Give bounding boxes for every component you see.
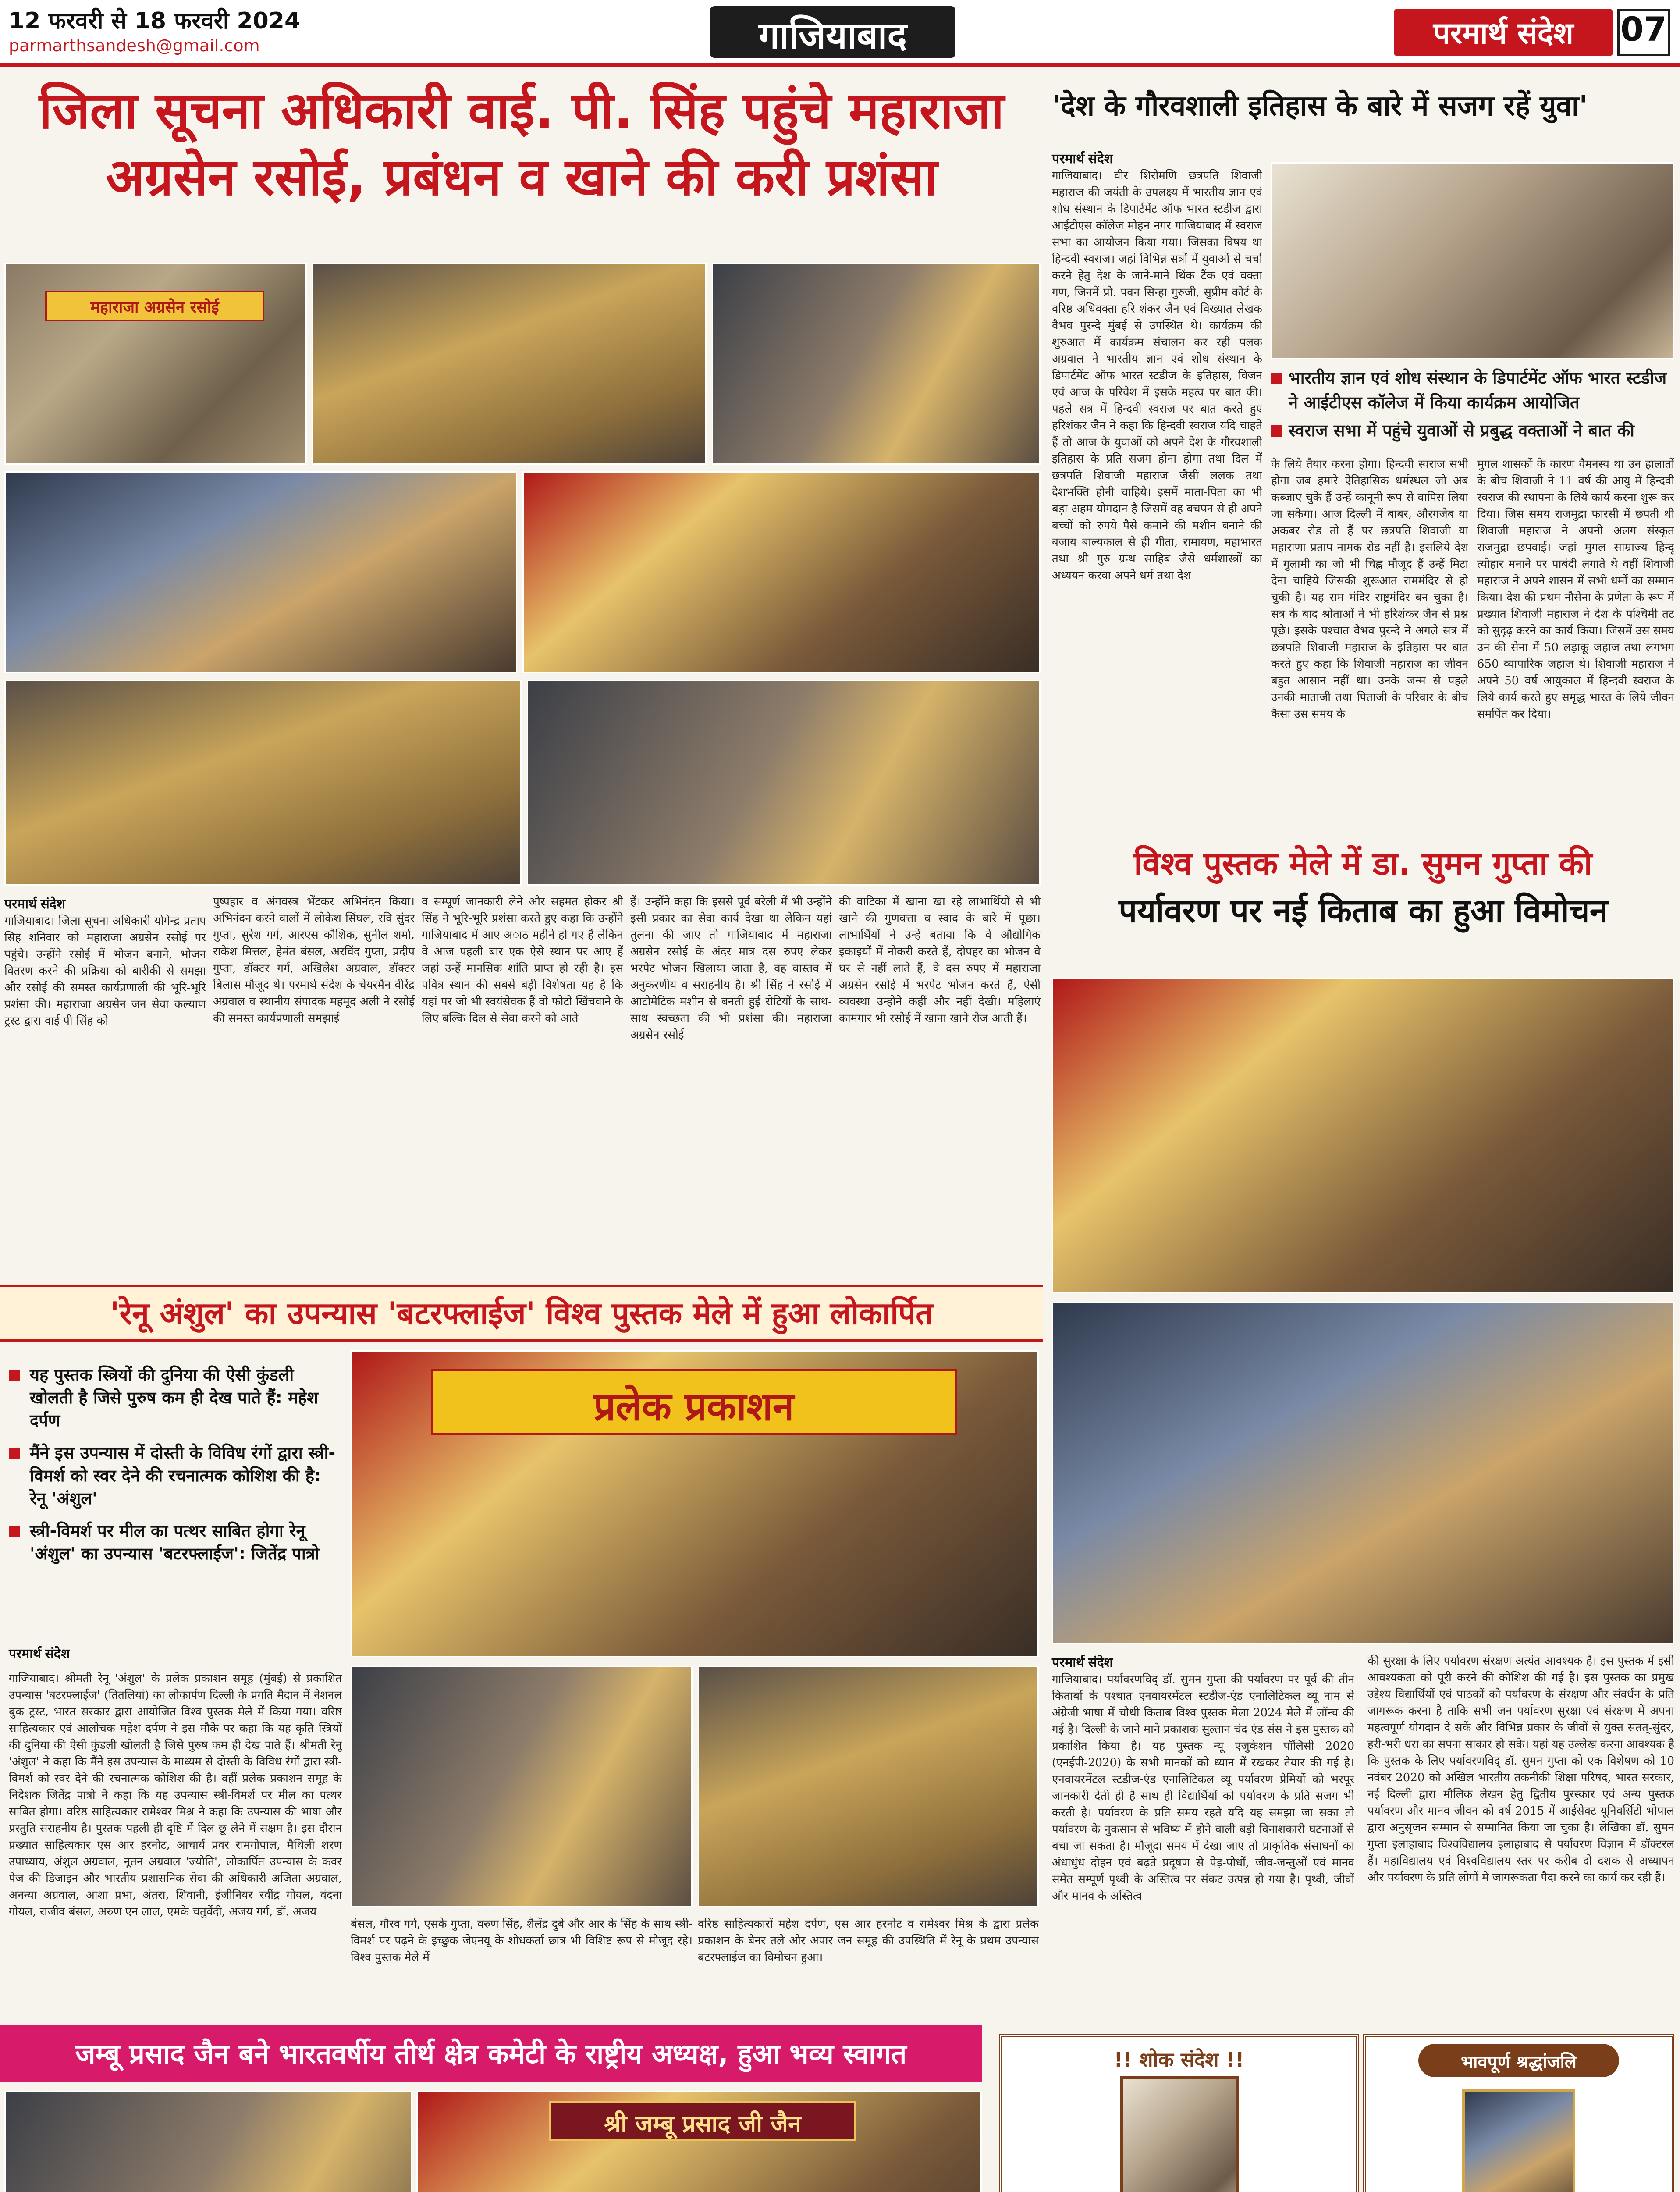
tribute-portrait [1462, 2089, 1575, 2192]
novel-col-3: वरिष्ठ साहित्यकारों महेश दर्पण, एस आर हरनोट व रामेश्वर मिश्र के द्वारा प्रलेक प्रकाशन के बैनर तले और अपार जन समूह की उपस्थिति में रेनू के प्रथम उपन्यास बटरफ्लाईज का विमोचन हुआ। [698, 1918, 1039, 1964]
novel-headline: 'रेनू अंशुल' का उपन्यास 'बटरफ्लाईज' विश्व पुस्तक मेले में हुआ लोकार्पित [110, 1295, 933, 1331]
photo-jain-stage [416, 2091, 982, 2192]
history-headline: 'देश के गौरवशाली इतिहास के बारे में सजग रहें युवा' [1052, 90, 1588, 122]
lead-col-5: की वाटिका में खाना खा रहे लाभार्थियों से भी खाने की गुणवत्ता व स्वाद के बारे में पूछा। लाभार्थियों ने उन्हें बताया कि वे औद्योगिक इकाइयों में नौकरी करते हैं, दोपहर का भोजन वे घर से नहीं लाते हैं, वे दस रुपए में महाराजा अग्रसेन रसोई में भरपेट भोजन करते हैं, ऐसी व्यवस्था उन्होंने कहीं और नहीं देखी। महिलाएं कामगार भी रसोई में खाना खाने रोज आती हैं। [839, 895, 1041, 1025]
rasoi-sign-text: महाराजा अग्रसेन रसोई [90, 299, 219, 317]
lead-col-3: व सम्पूर्ण जानकारी लेने और सहमत होकर श्री सिंह ने भूरि-भूरि प्रशंसा करते हुए कहा कि उन्होंने गाजियाबाद में आए अाठ महीने हो गए हैं लेकिन वे आज पहली बार एक ऐसे स्थान पर आए हैं जहां उन्हें मानसिक शांति प्राप्त हो रही है। इस पवित्र स्थान की सबसे बड़ी विशेषता यह है कि यहां पर जो भी स्वयंसेवक हैं वो फोटो खिंचवाने के लिए बल्कि दिल से सेवा करने को आते [422, 895, 623, 1025]
jain-headline: जम्बू प्रसाद जैन बने भारतवर्षीय तीर्थ क्षेत्र कमेटी के राष्ट्रीय अध्यक्ष, हुआ भव्य स्वागत [75, 2038, 907, 2070]
tribute-header: भावपूर्ण श्रद्धांजलि [1460, 2052, 1577, 2072]
lead-headline-line1: जिला सूचना अधिकारी वाई. पी. सिंह पहुंचे महाराजा [39, 81, 1004, 140]
history-col-3: मुगल शासकों के कारण वैमनस्य था उन हालातों के बीच शिवाजी ने 11 वर्ष की आयु में हिन्दवी स्वराज की स्थापना के लिये कार्य करना शुरू कर दिया। जिस समय राजमुद्रा फारसी में छपती थी शिवाजी महाराज ने अपनी अलग संस्कृत राजमुद्रा छपवाई। जहां मुगल साम्राज्य हिन्दू त्योहार मनाने पर पाबंदी लगाते थे वहीं शिवाजी महाराज ने अपने शासन में सभी धर्मों का सम्मान किया। देश की प्रथम नौसेना के प्रणेता के रूप में प्रख्यात शिवाजी महाराज ने देश के पश्चिमी तट को सुदृढ़ करने का कार्य किया। जिसमें उस समय उन की सेना में 50 लड़ाकू जहाज तथा लगभग 650 व्यापारिक जहाज थे। शिवाजी महाराज ने अपने 50 वर्ष आयुकाल में हिन्दवी स्वराज के लिये कार्य करते हुए समृद्ध भारत के लिये जीवन समर्पित कर दिया। [1477, 458, 1674, 721]
paper-name: परमार्थ संदेश [1433, 16, 1574, 51]
novel-bullets [9, 1363, 342, 1635]
booklaunch-col-2: की सुरक्षा के लिए पर्यावरण संरक्षण अत्यंत आवश्यक है। इस पुस्तक में इसी आवश्यकता को पूरी करने की कोशिश की गई है। इस पुस्तक का प्रमुख उद्देश्य विद्यार्थियों एवं पाठकों को पर्यावरण के संरक्षण और संवर्धन के प्रति जागरूक करना है ताकि सभी जन पर्यावरण सुरक्षा एवं संरक्षण में अपना महत्वपूर्ण योगदान दे सकें और विभिन्न प्रकार के जीवों से युक्त सतत्-सुंदर, हरी-भरी धरा का सपना साकार हो सके। यहां यह उल्लेख करना आवश्यक है कि पुस्तक के लिए पर्यावरणविद् डॉ. सुमन गुप्ता को एक विशेषण को 10 नवंबर 2020 को अखिल भारतीय तकनीकी शिक्षा परिषद, भारत सरकार, नई दिल्ली द्वारा मौलिक लेखन हेतु द्वितीय पुरस्कार एवं अन्य पुस्तक पर्यावरण और मानव जीवन को वर्ष 2015 में आईसेक्ट यूनिवर्सिटी भोपाल द्वारा अनुसृजन सम्मान से सम्मानित किया जा चुका है। लेखिका डॉ. सुमन गुप्ता इलाहाबाद विश्वविद्यालय इलाहाबाद से पर्यावरण विज्ञान में डॉक्टरल हैं। महाविद्यालय एवं विश्वविद्यालय स्तर पर करीब दो दशक से अध्यापन और पर्यावरण के प्रति लोगों में जागरूकता पैदा करने का कार्य कर रही हैं। [1367, 1655, 1674, 1884]
photo-novel-release-stage [351, 1350, 1039, 1657]
history-byline: परमार्थ संदेश [1052, 152, 1113, 166]
novel-byline: परमार्थ संदेश [9, 1647, 70, 1661]
photo-shawl-honour [522, 471, 1041, 673]
novel-story [0, 1285, 1043, 2008]
photo-book-release [1052, 978, 1674, 1293]
history-caption-2-marker [1271, 425, 1282, 437]
history-col-2: के लिये तैयार करना होगा। हिन्दवी स्वराज सभी होगा जब हमारे ऐतिहासिक धर्मस्थल जो अब कब्जाए चुके हैं उन्हें कानूनी रूप से वापिस लिया जा सकेगा। आज दिल्ली में बाबर, औरंगजेब या अकबर रोड तो हैं पर छत्रपति शिवाजी या महाराणा प्रताप नामक रोड नहीं है। इसलिये देश में गुलामी का जो भी चिह्न मौजूद हैं उन्हें मिटा देना चाहिये जिसकी शुरूआत राममंदिर से हो चुकी है। यह राम मंदिर राष्ट्रमंदिर बन चुका है। सत्र के बाद श्रोताओं ने भी हरिशंकर जैन से प्रश्न पूछे। इसके पश्चात वैभव पुरन्दे ने अगले सत्र में छत्रपति शिवाजी महाराज के इतिहास पर बात करते हुए कहा कि शिवाजी महाराज का जीवन बहुत आसान नहीं था। उनके जन्म से पहले उनकी माताजी तथा पिताजी के परिवार के बीच कैसा उस समय के [1271, 458, 1468, 721]
lead-col-2: पुष्पहार व अंगवस्त्र भेंटकर अभिनंदन किया। अभिनंदन करने वालों में लोकेश सिंघल, रवि सुंदर गुप्ता, सुरेश गर्ग, आरएस कौशिक, सुनील शर्मा, राकेश मित्तल, हेमंत बंसल, अरविंद गुप्ता, प्रदीप गुप्ता, डॉक्टर गर्ग, अखिलेश अग्रवाल, डॉक्टर बिलास मौजूद थे। परमार्थ संदेश के चेयरमैन वीरेंद्र अग्रवाल व स्थानीय संपादक महमूद अली ने रसोई की समस्त कार्यप्रणाली समझाई [213, 895, 415, 1025]
photo-bread-stall [527, 680, 1041, 886]
page-number: 07 [1620, 10, 1667, 49]
photo-serving-food [4, 680, 522, 886]
photo-novel-signing [698, 1666, 1039, 1907]
novel-col-1: गाजियाबाद। श्रीमती रेनू 'अंशुल' के प्रलेक प्रकाशन समूह (मुंबई) से प्रकाशित उपन्यास 'बटरफ्लाईज' (तितलियां) का लोकार्पण दिल्ली के प्रगति मैदान में नेशनल बुक ट्रस्ट, भारत सरकार द्वारा आयोजित विश्व पुस्तक मेले में किया गया। वरिष्ठ साहित्यकार एवं आलोचक महेश दर्पण ने इस मौके पर कहा कि यह कृति स्त्रियों की दुनिया की ऐसी कुंडली खोलती है जिसे पुरुष कम ही देख पाते हैं। श्रीमती रेनू 'अंशुल' ने कहा कि मैंने इस उपन्यास के माध्यम से दोस्ती के विविध रंगों द्वारा स्त्री-विमर्श को स्वर देने की रचनात्मक कोशिश की है। वहीं प्रलेक प्रकाशन समूह के निदेशक जितेंद्र पात्रो ने कहा कि यह उपन्यास स्त्री-विमर्श पर मील का पत्थर साबित होगा। वरिष्ठ साहित्यकार रामेश्वर मिश्र ने कहा कि उपन्यास की भाषा और प्रस्तुति सराहनीय है। पुस्तक पहली ही दृष्टि में दिल छू लेने में सक्षम है। इस दौरान प्रख्यात साहित्यकार एस आर हरनोट, आचार्य प्रवर रामगोपाल, मैथिली शरण उपाध्याय, अंशुल अग्रवाल, नूतन अग्रवाल 'ज्योति', लोकार्पित उपन्यास के कवर पेज की डिजाइन और भारतीय प्रशासनिक सेवा की अधिकारी अजिता अग्रवाल, अनन्या अग्रवाल, आशा प्रभा, अंतरा, शिवानी, इंजीनियर रवींद्र गोयल, वंदना गोयल, राजीव बंसल, अरुण एन लाल, एमके चतुर्वेदी, अजय गर्ग, डॉ. अजय [9, 1672, 342, 1918]
city-name: गाजियाबाद [759, 14, 907, 57]
history-col-1: गाजियाबाद। वीर शिरोमणि छत्रपति शिवाजी महाराज की जयंती के उपलक्ष्य में भारतीय ज्ञान एवं शोध संस्थान के डिपार्टमेंट ऑफ भारत स्टडीज द्वारा आईटीएस कॉलेज मोहन नगर गाजियाबाद में स्वराज सभा का आयोजन किया गया। जिसका विषय था हिन्दवी स्वराज। जहां विभिन्न सत्रों में युवाओं से चर्चा करने हेतु देश के जाने-माने थिंक टैंक एवं वक्ता गण, जिनमें प्रो. पवन सिन्हा गुरुजी, सुप्रीम कोर्ट के वरिष्ठ अधिवक्ता हरि शंकर जैन एवं विख्यात लेखक वैभव पुरन्दे मुंबई से उपस्थित थे। कार्यक्रम की शुरुआत में कार्यक्रम संचालन कर रही पलक अग्रवाल ने भारतीय ज्ञान एवं शोध संस्थान के डिपार्टमेंट ऑफ भारत स्टडीज के इतिहास, विजन एवं आज के परिवेश में इसके महत्व पर बात की। पहले सत्र में हिन्दवी स्वराज पर बात करते हुए हरिशंकर जैन ने कहा कि हिन्दवी स्वराज यदि चाहते हैं तो आज के युवाओं को अपने देश के गौरवशाली इतिहास के प्रति सजग होना होगा तथा दिल में छत्रपति शिवाजी महाराज जैसी ललक तथा देशभक्ति होनी चाहिये। इसमें माता-पिता का भी बड़ा अहम योगदान है जिसमें वह बचपन से ही अपने बच्चों को रुपये पैसे कमाने की मशीन बनाने की बजाय बाल्यकाल से ही गीता, रामायण, महाभारत तथा श्री गुरु ग्रन्थ साहिब जैसे धर्मशास्त्रों का अध्ययन करवा अपने धर्म तथा देश [1052, 169, 1262, 582]
history-caption-1: भारतीय ज्ञान एवं शोध संस्थान के डिपार्टमेंट ऑफ भारत स्टडीज ने आईटीएस कॉलेज में किया कार्यक्रम आयोजित [1289, 368, 1667, 412]
booklaunch-headline-line2: पर्यावरण पर नई किताब का हुआ विमोचन [1119, 892, 1608, 930]
email: parmarthsandesh@gmail.com [9, 36, 260, 55]
photo-roti-machine [4, 471, 517, 673]
history-caption-2: स्वराज सभा में पहुंचे युवाओं से प्रबुद्ध वक्ताओं ने बात की [1289, 421, 1635, 440]
booklaunch-col-1: गाजियाबाद। पर्यावरणविद् डॉ. सुमन गुप्ता की पर्यावरण पर पूर्व की तीन किताबों के पश्चात एनवायरमेंटल स्टडीज-एंड एनालिटिकल व्यू नाम से अंग्रेजी भाषा में चौथी किताब विश्व पुस्तक मेला 2024 मेले में लॉन्च की गई है। दिल्ली के जाने माने प्रकाशक सुल्तान चंद एंड संस ने इस पुस्तक को प्रकाशित किया है। यह पुस्तक न्यू एजुकेशन पॉलिसी 2020 (एनईपी-2020) के सभी मानकों को ध्यान में रखकर तैयार की गई है। एनवायरमेंटल स्टडीज-एंड एनालिटिकल व्यू पर्यावरण प्रेमियों को भरपूर जानकारी देती ही है साथ ही विद्यार्थियों को पर्यावरण के प्रति सजग भी करती है। पर्यावरण के प्रति समय रहते यदि यह समझा जा सका तो पर्यावरण के नुकसान से भविष्य में होने वाली बड़ी विनाशकारी घटनाओं से बचा जा सकता है। मौजूदा समय में देखा जाए तो प्राकृतिक संसाधनों का अंधाधुंध दोहन एवं बढ़ते प्रदूषण से पेड़-पौधों, जीव-जन्तुओं एवं मानव समेत सम्पूर्ण पृथ्वी के अस्तित्व पर संकट उत्पन्न हो गया है। पृथ्वी, जीवों और मानव के अस्तित्व [1052, 1673, 1354, 1903]
booklaunch-story [1052, 833, 1674, 2017]
photo-novel-audience [351, 1666, 693, 1907]
photo-jain-felicitation [4, 2091, 412, 2192]
novel-col-2: बंसल, गौरव गर्ग, एसके गुप्ता, वरुण सिंह, शैलेंद्र दुबे और आर के सिंह के साथ स्त्री-विमर्श पर पढ़ने के इच्छुक जेएनयू के शोधकर्ता छात्र भी विशिष्ट रूप से मौजूद रहे। विश्व पुस्तक मेले में [351, 1918, 693, 1964]
booklaunch-headline-line1: विश्व पुस्तक मेले में डा. सुमन गुप्ता की [1134, 845, 1592, 882]
jain-stage-banner-text: श्री जम्बू प्रसाद जी जैन [604, 2110, 801, 2138]
photo-swaraj-sabha [1271, 162, 1674, 359]
tribute-ad [1363, 2034, 1674, 2192]
masthead-rule [0, 63, 1680, 67]
photo-group-welcome [712, 263, 1041, 465]
lead-byline: परमार्थ संदेश [4, 897, 66, 911]
photo-kitchen-cooking [312, 263, 707, 465]
lead-col-1: गाजियाबाद। जिला सूचना अधिकारी योगेन्द्र प्रताप सिंह शनिवार को महाराजा अग्रसेन रसोई पर पहुंचे। उन्होंने रसोई में भोजन बनाने, भोजन वितरण करने की प्रक्रिया को बारीकी से समझा और रसोई की समस्त कार्यप्रणाली की भूरि-भूरि प्रशंसा की। महाराजा अग्रसेन जन सेवा कल्याण ट्रस्ट द्वारा वाई पी सिंह को [4, 915, 206, 1028]
novel-bullet-2: मैंने इस उपन्यास में दोस्ती के विविध रंगों द्वारा स्त्री-विमर्श को स्वर देने की रचनात्मक कोशिश की है: रेनू 'अंशुल' [9, 1441, 342, 1510]
lead-headline-line2: अग्रसेन रसोई, प्रबंधन व खाने की करी प्रशंसा [106, 148, 938, 207]
history-story [1052, 75, 1674, 820]
booklaunch-byline: परमार्थ संदेश [1052, 1655, 1113, 1670]
publisher-banner-text: प्रलेक प्रकाशन [593, 1384, 794, 1429]
masthead [0, 0, 1680, 66]
photo-rasoi-front [4, 263, 307, 465]
obituary-header: !! शोक संदेश !! [1114, 2048, 1244, 2071]
novel-bullet-3: स्त्री-विमर्श पर मील का पत्थर साबित होगा रेनू 'अंशुल' का उपन्यास 'बटरफ्लाईज': जितेंद्र पात्रो [9, 1519, 342, 1565]
lead-story [0, 75, 1043, 1057]
obituary-portrait [1120, 2076, 1239, 2192]
obituary-ad [999, 2034, 1359, 2192]
jain-story [0, 2025, 991, 2192]
novel-bullet-1: यह पुस्तक स्त्रियों की दुनिया की ऐसी कुंडली खोलती है जिसे पुरुष कम ही देख पाते हैं: महेश दर्पण [9, 1363, 342, 1432]
date-line: 12 फरवरी से 18 फरवरी 2024 [9, 8, 301, 34]
lead-col-4: हैं। उन्होंने कहा कि इससे पूर्व बरेली में भी उन्होंने इसी प्रकार का सेवा कार्य देखा था लेकिन यहां तुलना की जाए तो गाजियाबाद में महाराजा अग्रसेन रसोई के अंदर मात्र दस रुपए लेकर भरपेट भोजन खिलाया जाता है, वह वास्तव में अनुकरणीय व सराहनीय है। श्री सिंह ने रसोई में आटोमेटिक मशीन से बनती हुई रोटियों के साथ-साथ स्वच्छता की भी प्रशंसा की। महाराजा अग्रसेन रसोई [630, 895, 832, 1042]
photo-book-fair-hall [1052, 1302, 1674, 1644]
history-caption-1-marker [1271, 373, 1282, 384]
